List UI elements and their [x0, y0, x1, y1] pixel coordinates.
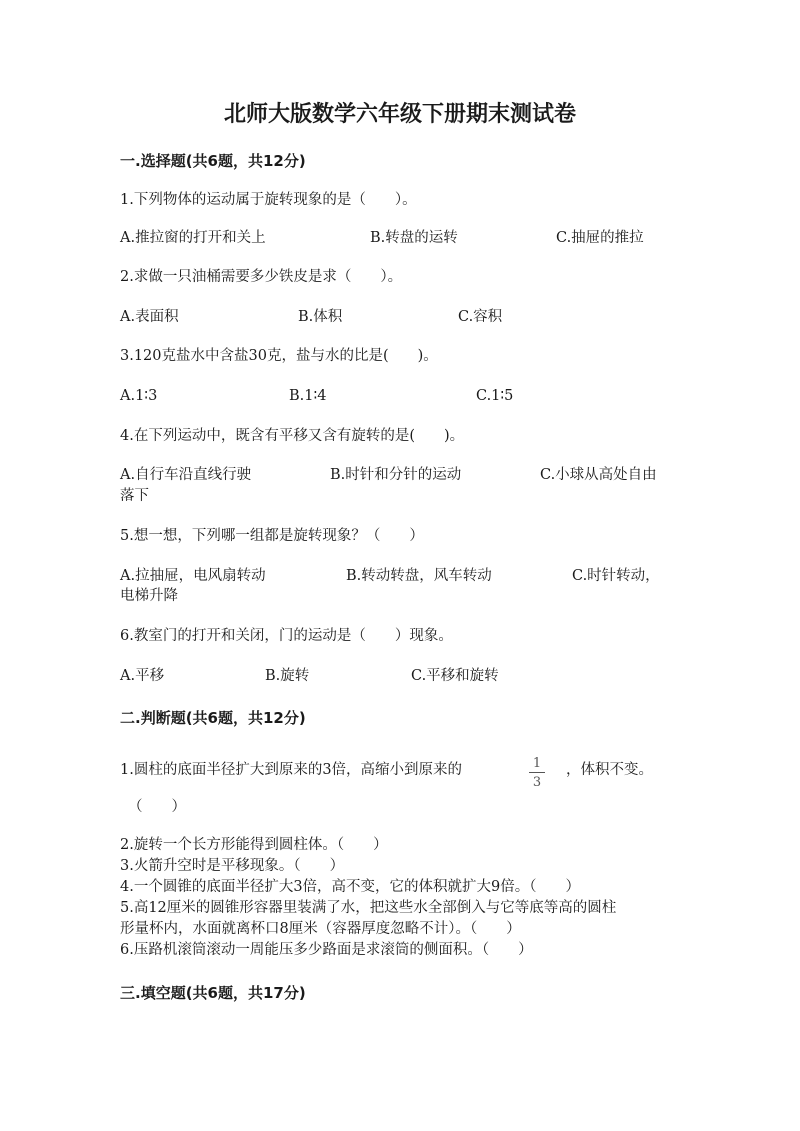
question-3-option-c: C.1∶5: [476, 388, 514, 404]
fraction-denominator: 3: [532, 775, 542, 790]
question-6-option-a: A.平移: [120, 668, 165, 684]
question-4-option-c: C.小球从高处自由: [540, 467, 657, 483]
section-heading-choice: 一.选择题(共6题，共12分): [120, 152, 306, 170]
question-5-option-b: B.转动转盘，风车转动: [346, 568, 492, 584]
question-3-option-a: A.1∶3: [120, 388, 158, 404]
question-4-option-b: B.时针和分针的运动: [330, 467, 462, 483]
question-4-option-c-continued: 落下: [120, 488, 149, 504]
judgement-4-text: 4.一个圆锥的底面半径扩大3倍，高不变，它的体积就扩大9倍。（ ）: [120, 879, 581, 895]
question-2-stem: 2.求做一只油桶需要多少铁皮是求（ ）。: [120, 269, 403, 285]
fraction-bar: [529, 772, 545, 773]
question-5-option-c-continued: 电梯升降: [120, 588, 178, 604]
section-heading-judgement: 二.判断题(共6题，共12分): [120, 709, 306, 727]
question-3-option-b: B.1∶4: [289, 388, 327, 404]
question-3-stem: 3.120克盐水中含盐30克，盐与水的比是( )。: [120, 348, 438, 364]
judgement-3-text: 3.火箭升空时是平移现象。（ ）: [120, 858, 345, 874]
question-5-option-a: A.拉抽屉，电风扇转动: [120, 568, 266, 584]
page-title: 北师大版数学六年级下册期末测试卷: [223, 102, 576, 127]
question-1-option-c: C.抽屉的推拉: [556, 230, 644, 246]
question-2-option-a: A.表面积: [120, 309, 179, 325]
judgement-1-text: 1.圆柱的底面半径扩大到原来的3倍，高缩小到原来的: [120, 762, 463, 778]
question-1-option-b: B.转盘的运转: [370, 230, 458, 246]
section-heading-fill-blank: 三.填空题(共6题，共17分): [120, 984, 306, 1002]
fraction-one-third: [529, 756, 545, 790]
question-6-option-b: B.旋转: [265, 668, 310, 684]
question-1-option-a: A.推拉窗的打开和关上: [120, 230, 266, 246]
question-5-option-c: C.时针转动，: [572, 568, 660, 584]
judgement-1-text-end: ，体积不变。: [566, 762, 653, 778]
fraction-numerator: 1: [532, 756, 542, 771]
question-2-option-b: B.体积: [298, 309, 343, 325]
judgement-5-text-continued: 形量杯内，水面就离杯口8厘米（容器厚度忽略不计）。（ ）: [120, 921, 521, 937]
judgement-5-text: 5.高12厘米的圆锥形容器里装满了水，把这些水全部倒入与它等底等高的圆柱: [120, 900, 617, 916]
judgement-1-answer-paren: （ ）: [128, 799, 186, 815]
question-6-stem: 6.教室门的打开和关闭，门的运动是（ ）现象。: [120, 628, 453, 644]
question-6-option-c: C.平移和旋转: [411, 668, 499, 684]
question-1-stem: 1.下列物体的运动属于旋转现象的是（ ）。: [120, 192, 417, 208]
judgement-2-text: 2.旋转一个长方形能得到圆柱体。（ ）: [120, 837, 388, 853]
question-4-option-a: A.自行车沿直线行驶: [120, 467, 252, 483]
question-5-stem: 5.想一想，下列哪一组都是旋转现象？（ ）: [120, 528, 424, 544]
question-2-option-c: C.容积: [458, 309, 503, 325]
question-4-stem: 4.在下列运动中，既含有平移又含有旋转的是( )。: [120, 428, 465, 444]
judgement-6-text: 6.压路机滚筒滚动一周能压多少路面是求滚筒的侧面积。（ ）: [120, 942, 533, 958]
